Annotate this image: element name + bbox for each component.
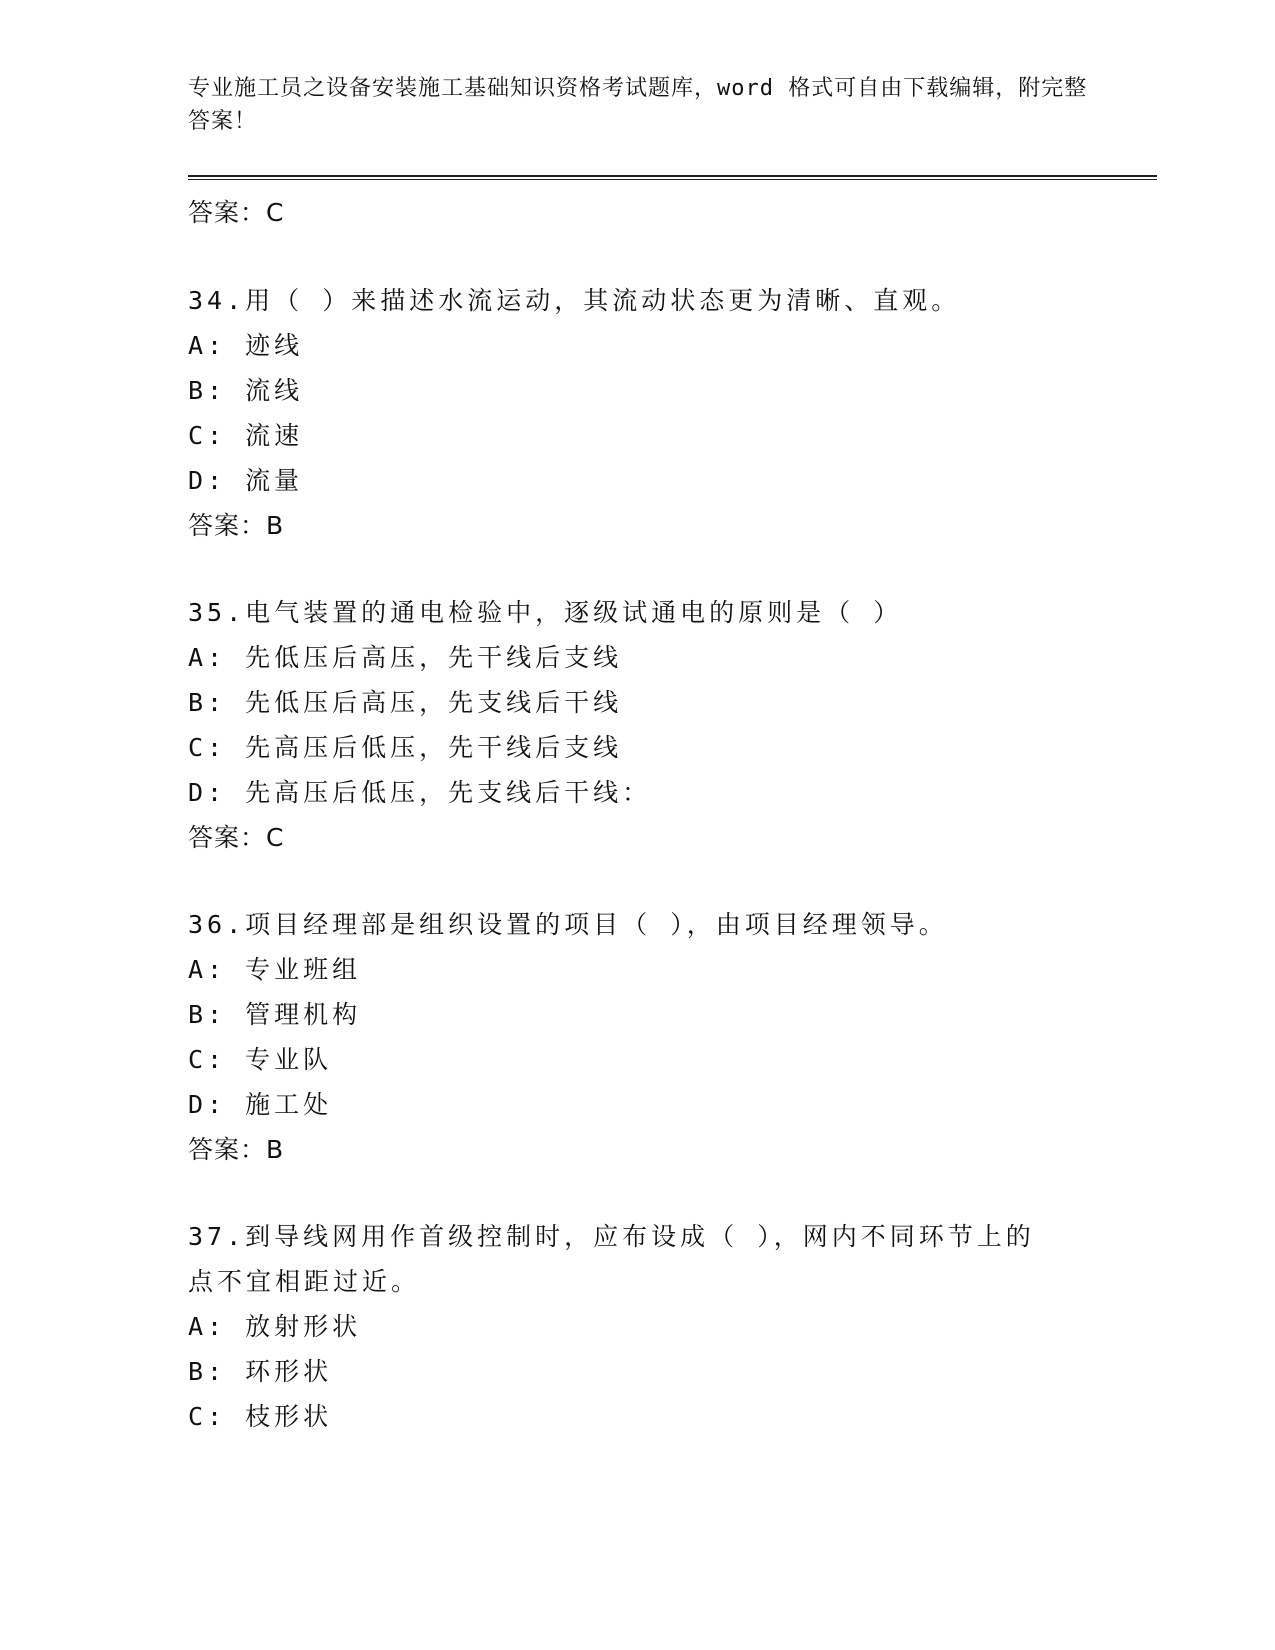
question-35 xyxy=(188,590,1088,860)
option-b: B: 先低压后高压，先支线后干线 xyxy=(188,688,623,717)
header-divider-thin xyxy=(188,179,1157,180)
question-37 xyxy=(188,1214,1088,1439)
document-header xyxy=(188,72,1088,138)
header-divider xyxy=(188,175,1157,177)
option-d: D: 施工处 xyxy=(188,1090,333,1119)
option-a: A: 先低压后高压，先干线后支线 xyxy=(188,643,623,672)
option-c: C: 专业队 xyxy=(188,1045,333,1074)
question-stem: 36.项目经理部是组织设置的项目（ ），由项目经理领导。 xyxy=(188,910,948,939)
option-a: A: 放射形状 xyxy=(188,1312,362,1341)
question-stem: 35.电气装置的通电检验中，逐级试通电的原则是（ ） xyxy=(188,598,903,627)
question-36 xyxy=(188,902,1088,1172)
option-c: C: 流速 xyxy=(188,421,304,450)
option-c: C: 先高压后低压，先干线后支线 xyxy=(188,733,623,762)
option-b: B: 流线 xyxy=(188,376,304,405)
answer-line: 答案：B xyxy=(188,1135,285,1164)
document-title: 专业施工员之设备安装施工基础知识资格考试题库，word 格式可自由下载编辑，附完整答案！ xyxy=(188,76,1088,134)
previous-answer: 答案：C xyxy=(188,198,285,227)
option-a: A: 迹线 xyxy=(188,331,304,360)
answer-line: 答案：C xyxy=(188,823,285,852)
option-b: B: 环形状 xyxy=(188,1357,333,1386)
answer-line: 答案：B xyxy=(188,511,285,540)
option-c: C: 枝形状 xyxy=(188,1402,333,1431)
question-stem: 34.用（ ）来描述水流运动，其流动状态更为清晰、直观。 xyxy=(188,286,961,315)
option-d: D: 先高压后低压，先支线后干线： xyxy=(188,778,652,807)
option-b: B: 管理机构 xyxy=(188,1000,362,1029)
question-stem: 37.到导线网用作首级控制时，应布设成（ ），网内不同环节上的点不宜相距过近。 xyxy=(188,1222,1035,1296)
option-a: A: 专业班组 xyxy=(188,955,362,984)
option-d: D: 流量 xyxy=(188,466,304,495)
question-34 xyxy=(188,278,1088,548)
question-list xyxy=(188,278,1088,1481)
